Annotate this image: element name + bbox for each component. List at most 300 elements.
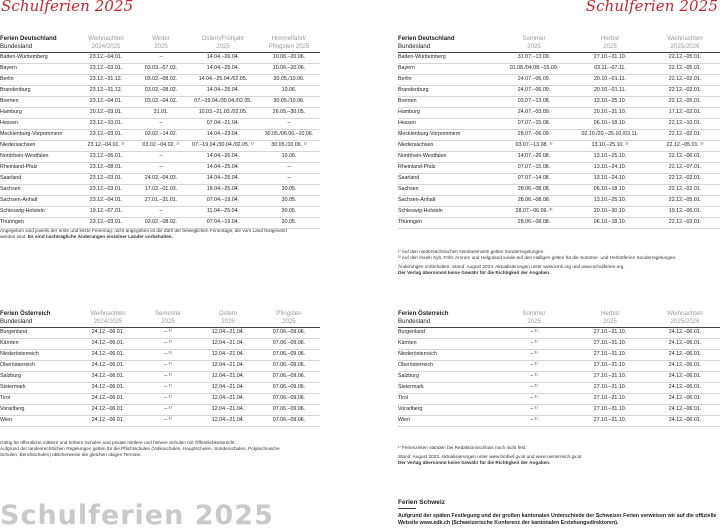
date-cell: 23.12.–04.01. xyxy=(89,98,123,104)
date-cell: 14.04.–23.04. xyxy=(206,131,240,137)
date-cell: 19.12.–07.01. xyxy=(89,208,123,214)
date-cell: – ¹⁾ xyxy=(164,340,172,346)
date-cell: – xyxy=(159,153,163,159)
column-header xyxy=(570,310,650,326)
date-cell: 20.10.–01.11. xyxy=(593,76,626,82)
table-row xyxy=(398,218,720,229)
austria-table-1 xyxy=(0,310,320,427)
region-name: Tirol xyxy=(398,395,409,401)
table-row xyxy=(398,416,720,427)
date-cell: 20.10.–01.11. xyxy=(593,87,626,93)
date-cell: 27.10.–31.10. xyxy=(593,329,627,335)
date-cell: 20.12.–03.01. xyxy=(89,109,123,115)
date-cell: 22.12.–02.01. xyxy=(668,87,702,93)
table-row xyxy=(398,196,720,207)
date-cell: 03.07.–13.08. ¹⁾ xyxy=(515,142,553,148)
date-cell: 17.12.–02.01. xyxy=(668,109,702,115)
date-cell: 28.07.–06.09. ²⁾ xyxy=(515,208,553,214)
date-cell: 22.12.–02.01. xyxy=(668,76,702,82)
column-header-line1: Herbst xyxy=(601,310,619,317)
table-row xyxy=(0,416,320,427)
column-header-line1: Winter xyxy=(152,35,170,42)
date-cell: 28.06.–08.08. xyxy=(517,197,551,203)
date-cell: 14.07.–26.08. xyxy=(517,153,551,159)
table-row xyxy=(398,53,720,64)
date-cell: 24.12.–06.01. xyxy=(668,329,702,335)
date-cell: – ¹⁾ xyxy=(530,340,538,346)
date-cell: 06.10.–18.10. xyxy=(593,120,627,126)
region-name: Niederösterreich xyxy=(0,351,39,357)
date-cell: 12.04.–21.04. xyxy=(211,373,245,379)
table-row xyxy=(0,174,320,185)
table-row xyxy=(0,350,320,361)
column-header-line1: Sommer xyxy=(522,310,546,317)
region-name: Berlin xyxy=(0,76,14,82)
date-cell: 22.12.–03.01. xyxy=(668,219,702,225)
date-cell: 24.12.–06.01. xyxy=(91,329,125,335)
region-name: Saarland xyxy=(0,175,22,181)
date-cell: 27.10.–31.10. xyxy=(593,340,627,346)
date-cell: 24.12.–06.01. xyxy=(668,373,702,379)
date-cell: 07.06.–09.06. xyxy=(272,340,306,346)
date-cell: 03.02.–08.02. xyxy=(144,87,178,93)
date-cell: 24.12.–06.01. xyxy=(668,417,702,423)
date-cell: 27.10.–31.10. xyxy=(593,373,627,379)
date-cell: 07.04.–19.04. xyxy=(206,197,240,203)
region-name: Vorarlberg xyxy=(398,406,423,412)
table-row xyxy=(0,64,320,75)
date-cell: 24.12.–06.01. xyxy=(668,406,702,412)
column-header-line2: 2025 xyxy=(603,318,617,325)
table-row xyxy=(0,339,320,350)
date-cell: 27.10.–31.10. xyxy=(593,54,627,60)
region-name: Salzburg xyxy=(0,373,21,379)
column-header xyxy=(650,310,720,326)
switzerland-title: Ferien Schweiz xyxy=(398,499,445,506)
column-header-line1: Ferien Deutschland xyxy=(398,35,455,42)
date-cell: – ¹⁾ xyxy=(164,417,172,423)
date-cell: – ¹⁾ xyxy=(530,329,538,335)
column-header xyxy=(398,310,498,326)
page-title-left: Schulferien 2025 xyxy=(1,0,134,15)
footnote-line: ¹⁾ Auf den niedersächsischen Nordseeinseln gelten Sonderregelungen. xyxy=(398,249,545,254)
column-header xyxy=(78,310,138,326)
table-row xyxy=(398,394,720,405)
region-name: Wien xyxy=(0,417,13,423)
region-name: Oberösterreich xyxy=(0,362,36,368)
column-header xyxy=(650,35,720,51)
column-header-line1: Ferien Österreich xyxy=(398,310,449,317)
table-row xyxy=(398,119,720,130)
region-name: Hessen xyxy=(398,120,416,126)
date-cell: 27.10.–31.10. xyxy=(593,362,627,368)
column-header xyxy=(498,310,570,326)
date-cell: 24.12.–06.01. xyxy=(91,417,125,423)
date-cell: 22.12.–05.01. xyxy=(668,65,702,71)
table-row xyxy=(398,64,720,75)
date-cell: – xyxy=(287,164,291,170)
column-header-line1: Weihnachten xyxy=(667,35,703,42)
column-header-line2: 2024/2025 xyxy=(93,318,123,325)
date-cell: 24.12.–06.01. xyxy=(91,395,125,401)
austria-footnote-2 xyxy=(398,445,720,466)
date-cell: 13.10.–25.10. xyxy=(593,153,627,159)
region-name: Wien xyxy=(398,417,411,423)
date-cell: 24.12.–06.01. xyxy=(91,406,125,412)
date-cell: 07.04.–21.04. xyxy=(206,120,240,126)
date-cell: 24.12.–06.01. xyxy=(668,362,702,368)
region-name: Niedersachsen xyxy=(398,142,434,148)
date-cell: – xyxy=(159,120,163,126)
region-name: Tirol xyxy=(0,395,11,401)
column-header-line1: Weihnachten xyxy=(88,35,124,42)
date-cell: 18.04.–25.04. xyxy=(206,186,240,192)
column-header xyxy=(570,35,650,51)
date-cell: 03.02.–08.02. xyxy=(144,219,178,225)
table-row xyxy=(398,86,720,97)
date-cell: 07.–19.04./30.04./02.05. ¹⁾ xyxy=(192,142,254,148)
date-cell: 22.12.–02.01. xyxy=(668,186,702,192)
table-row xyxy=(398,174,720,185)
date-cell: 23.12.–04.01. xyxy=(89,197,123,203)
date-cell: 12.04.–21.04. xyxy=(211,362,245,368)
date-cell: 30.05./06.06.–10.06. xyxy=(264,131,314,137)
date-cell: 12.04.–21.04. xyxy=(211,384,245,390)
table-header xyxy=(0,310,320,328)
region-name: Schleswig-Holstein xyxy=(398,208,443,214)
date-cell: 28.06.–08.08. xyxy=(517,186,551,192)
region-name: Niederösterreich xyxy=(398,351,437,357)
region-name: Sachsen xyxy=(0,186,21,192)
footnote-line: ²⁾ Auf den Inseln Sylt, Föhr, Amrum und Helgoland sowie auf den Halligen gelten für die Sommer- und Herbstferien Sonderregelungen. xyxy=(398,255,677,261)
date-cell: 02.10./20.–25.10./03.11. xyxy=(581,131,639,137)
date-cell: 20.10.–30.10. xyxy=(593,208,627,214)
table-row xyxy=(398,163,720,174)
table-row xyxy=(0,53,320,64)
date-cell: 06.10.–18.10. xyxy=(593,219,627,225)
column-header-line1: Ostern/Frühjahr xyxy=(201,35,245,42)
date-cell: 07.06.–09.06. xyxy=(272,384,306,390)
date-cell: 24.07.–03.09. xyxy=(517,109,551,115)
date-cell: 23.12.–31.12. xyxy=(89,87,123,93)
region-name: Bremen xyxy=(398,98,417,104)
date-cell: 23.12.–03.01. xyxy=(89,186,123,192)
region-name: Bremen xyxy=(0,98,19,104)
region-name: Saarland xyxy=(398,175,420,181)
date-cell: – ¹⁾ xyxy=(530,395,538,401)
germany-footnote-2 xyxy=(398,249,720,276)
date-cell: 27.10.–31.10. xyxy=(593,417,627,423)
date-cell: 22.12.–02.01. xyxy=(668,131,702,137)
date-cell: 24.12.–06.01. xyxy=(91,384,125,390)
date-cell: 27.10.–31.10. xyxy=(593,395,627,401)
column-header-line2: 2025 xyxy=(216,43,230,50)
date-cell: 07.06.–09.06. xyxy=(272,362,306,368)
column-header-line1: Herbst xyxy=(601,35,619,42)
table-row xyxy=(398,328,720,339)
column-header xyxy=(198,310,258,326)
footnote-bold: Es sind nachträgliche Änderungen einzelner Länder vorbehalten. xyxy=(27,234,173,240)
date-cell: 14.04.–25.04. xyxy=(206,164,240,170)
date-cell: 07.06.–09.06. xyxy=(272,406,306,412)
date-cell: 03.11.–07.11. xyxy=(594,65,626,71)
date-cell: 13.10.–25.10. xyxy=(593,98,627,104)
date-cell: 13.10.–25.10. xyxy=(593,197,627,203)
date-cell: 24.12.–06.01. xyxy=(668,384,702,390)
column-header xyxy=(188,35,258,51)
table-row xyxy=(398,185,720,196)
table-row xyxy=(398,339,720,350)
region-name: Bayern xyxy=(398,65,415,71)
column-header-line1: Ferien Österreich xyxy=(0,310,51,317)
date-cell: 11.04.–25.04. xyxy=(206,208,239,214)
date-cell: 30.05./10.06. xyxy=(273,76,305,82)
date-cell: – ¹⁾ xyxy=(530,362,538,368)
footnote-bold: Der Verlag übernimmt keine Gewähr für die Richtigkeit der Angaben. xyxy=(398,460,551,466)
date-cell: 22.12.–07.01. xyxy=(668,164,702,170)
table-header xyxy=(0,35,320,53)
column-header-line2: Bundesland xyxy=(398,318,431,325)
column-header xyxy=(258,310,320,326)
table-row xyxy=(0,152,320,163)
region-name: Brandenburg xyxy=(398,87,429,93)
column-header-line1: Weihnachten xyxy=(667,310,703,317)
column-header-line1: Pfingsten xyxy=(276,310,302,317)
region-name: Thüringen xyxy=(0,219,24,225)
date-cell: 23.12.–04.01. ¹⁾ xyxy=(87,142,125,148)
date-cell: 06.10.–18.10. xyxy=(593,186,627,192)
region-name: Bayern xyxy=(0,65,17,71)
table-row xyxy=(0,141,320,152)
date-cell: – ¹⁾ xyxy=(530,406,538,412)
table-row xyxy=(0,196,320,207)
date-cell: 07.06.–09.06. xyxy=(272,329,306,335)
table-row xyxy=(0,361,320,372)
date-cell: – xyxy=(159,54,163,60)
date-cell: – ¹⁾ xyxy=(164,362,172,368)
date-cell: 19.12.–06.01. xyxy=(668,208,702,214)
date-cell: – xyxy=(159,208,163,214)
date-cell: 22.12.–05.01. xyxy=(668,197,702,203)
date-cell: 24.12.–06.01. xyxy=(91,351,125,357)
region-name: Nordrhein-Westfalen xyxy=(398,153,447,159)
date-cell: 31.01. xyxy=(153,109,169,115)
date-cell: 07.06.–09.06. xyxy=(272,373,306,379)
date-cell: 26.05.–30.05. xyxy=(272,109,306,115)
table-row xyxy=(398,207,720,218)
page-title-right: Schulferien 2025 xyxy=(585,0,718,15)
date-cell: 14.04.–25.04. xyxy=(206,65,240,71)
date-cell: 14.04.–25.04. xyxy=(206,87,240,93)
column-header-line2: 2025 xyxy=(221,318,235,325)
date-cell: 03.02.–04.02. ¹⁾ xyxy=(142,142,180,148)
date-cell: 13.10.–24.10. xyxy=(593,164,627,170)
region-name: Schleswig-Holstein xyxy=(0,208,45,214)
date-cell: – ¹⁾ xyxy=(164,373,172,379)
column-header-line2: Bundesland xyxy=(398,43,431,50)
column-header-line2: 2025/2026 xyxy=(670,318,700,325)
date-cell: – ¹⁾ xyxy=(164,351,172,357)
column-header-line2: Bundesland xyxy=(0,318,33,325)
germany-footnote-1 xyxy=(0,228,330,240)
date-cell: 10.06. xyxy=(281,87,297,93)
date-cell: 07.06.–09.06. xyxy=(272,395,306,401)
date-cell: 22.12.–10.01. xyxy=(668,120,702,126)
table-row xyxy=(0,185,320,196)
footnote-text: werden sind. xyxy=(0,234,28,240)
date-cell: – ¹⁾ xyxy=(164,406,172,412)
date-cell: 23.12.–03.01. xyxy=(89,175,123,181)
date-cell: – xyxy=(287,120,291,126)
date-cell: 24.12.–06.01. xyxy=(668,340,702,346)
table-row xyxy=(0,207,320,218)
region-name: Brandenburg xyxy=(0,87,31,93)
date-cell: 23.12.–10.01. xyxy=(89,120,123,126)
date-cell: 22.12.–05.01. xyxy=(668,54,702,60)
date-cell: 27.10.–31.10. xyxy=(593,351,627,357)
date-cell: 07.06.–09.06. xyxy=(272,351,306,357)
big-title: Schulferien 2025 xyxy=(0,500,274,531)
table-row xyxy=(398,152,720,163)
footnote-line: Gültig für öffentliche mittlere und höhere Schulen und private mittlere und höhere Schulen mit Öffentlichkeitsrecht. xyxy=(0,440,236,445)
austria-table-2 xyxy=(398,310,720,427)
date-cell: 27.10.–31.10. xyxy=(593,406,627,412)
table-row xyxy=(398,383,720,394)
date-cell: – xyxy=(159,164,163,170)
date-cell: 12.04.–21.04. xyxy=(211,395,245,401)
date-cell: 13.10.–25.10. ¹⁾ xyxy=(591,142,629,148)
table-row xyxy=(0,108,320,119)
table-row xyxy=(0,97,320,108)
date-cell: 12.04.–21.04. xyxy=(211,417,245,423)
date-cell: 23.12.–31.12. xyxy=(89,76,123,82)
region-name: Baden-Württemberg xyxy=(0,54,48,60)
date-cell: – ¹⁾ xyxy=(164,395,172,401)
column-header xyxy=(498,35,570,51)
table-row xyxy=(0,163,320,174)
table-row xyxy=(398,405,720,416)
date-cell: – ¹⁾ xyxy=(530,373,538,379)
date-cell: 24.07.–06.09. xyxy=(517,76,551,82)
column-header-line2: 2025 xyxy=(282,318,296,325)
table-row xyxy=(0,394,320,405)
date-cell: 03.02.–14.02. xyxy=(144,131,178,137)
table-row xyxy=(0,328,320,339)
table-row xyxy=(398,372,720,383)
date-cell: – ¹⁾ xyxy=(530,417,538,423)
date-cell: 30.05./10.06. xyxy=(273,98,305,104)
date-cell: 24.12.–06.01. xyxy=(91,362,125,368)
region-name: Burgenland xyxy=(398,329,426,335)
date-cell: 12.04.–21.04. xyxy=(211,329,245,335)
date-cell: 23.12.–03.01. xyxy=(89,131,123,137)
date-cell: – ¹⁾ xyxy=(530,351,538,357)
footnote-line xyxy=(0,234,330,240)
date-cell: 24.02.–04.03. xyxy=(144,175,178,181)
date-cell: 30.05. xyxy=(281,197,297,203)
table-row xyxy=(0,119,320,130)
region-name: Sachsen-Anhalt xyxy=(398,197,436,203)
region-name: Sachsen-Anhalt xyxy=(0,197,38,203)
region-name: Steiermark xyxy=(0,384,26,390)
date-cell: 07.–19.04./30.04./02.05. xyxy=(194,98,252,104)
footnote-line: Angegeben sind jeweils der erste und letzte Ferientag; nicht angegeben ist die Zahl der beweglichen Ferientage, die vom Land festgesetzt xyxy=(0,228,287,233)
column-header xyxy=(78,35,134,51)
column-header xyxy=(138,310,198,326)
date-cell: 01.08./04.08.–15.09. xyxy=(509,65,559,71)
date-cell: 03.02.–08.02. xyxy=(144,76,178,82)
date-cell: 03.02.–04.02. xyxy=(144,98,178,104)
region-name: Niedersachsen xyxy=(0,142,36,148)
date-cell: 31.07.–13.09. xyxy=(517,54,551,60)
date-cell: 14.04.–26.04. xyxy=(206,54,240,60)
column-header-line2: 2024/2025 xyxy=(91,43,121,50)
column-header-line2: Pfingsten 2025 xyxy=(268,43,310,50)
date-cell: 30.05./10.06. ¹⁾ xyxy=(271,142,307,148)
column-header xyxy=(0,310,78,326)
table-row xyxy=(398,130,720,141)
column-header xyxy=(258,35,320,51)
date-cell: 07.04.–19.04. xyxy=(206,219,240,225)
table-row xyxy=(0,383,320,394)
date-cell: 03.07.–13.08. xyxy=(517,98,551,104)
date-cell: 24.12.–06.01. xyxy=(91,373,125,379)
date-cell: 07.07.–14.08. xyxy=(517,175,551,181)
date-cell: 28.07.–06.09. xyxy=(517,131,551,137)
date-cell: 14.04.–25.04./02.05. xyxy=(198,76,248,82)
date-cell: 30.05. xyxy=(281,208,297,214)
region-name: Mecklenburg-Vorpommern xyxy=(0,131,63,137)
date-cell: 10.06.–20.06. xyxy=(272,65,306,71)
date-cell: 17.02.–01.03. xyxy=(144,186,178,192)
austria-footnote-1 xyxy=(0,440,330,458)
date-cell: 14.04.–26.04. xyxy=(206,153,240,159)
date-cell: 07.07.–15.08. xyxy=(517,164,551,170)
date-cell: 24.12.–06.01. xyxy=(668,351,702,357)
column-header xyxy=(134,35,188,51)
date-cell: 22.12.–06.01. xyxy=(668,153,702,159)
table-header xyxy=(398,35,720,53)
region-name: Hamburg xyxy=(0,109,22,115)
date-cell: 24.07.–06.09. xyxy=(517,87,551,93)
column-header-line2: 2025 xyxy=(154,43,168,50)
date-cell: 14.04.–25.04. xyxy=(206,175,240,181)
date-cell: 22.12.–05.01. ¹⁾ xyxy=(666,142,704,148)
column-header xyxy=(398,35,498,51)
table-header xyxy=(398,310,720,328)
date-cell: 10.03.–21.03./02.05. xyxy=(198,109,248,115)
date-cell: 23.12.–04.01. xyxy=(89,54,123,60)
date-cell: 24.12.–06.01. xyxy=(91,340,125,346)
date-cell: 24.12.–06.01. xyxy=(668,395,702,401)
region-name: Steiermark xyxy=(398,384,424,390)
date-cell: 07.07.–15.08. xyxy=(517,120,551,126)
region-name: Baden-Württemberg xyxy=(398,54,446,60)
region-name: Sachsen xyxy=(398,186,419,192)
table-row xyxy=(398,350,720,361)
table-row xyxy=(398,141,720,152)
column-header-line1: Sommer xyxy=(522,35,546,42)
column-header-line2: Bundesland xyxy=(0,43,33,50)
date-cell: 23.12.–03.01. xyxy=(89,219,123,225)
date-cell: 22.12.–05.01. xyxy=(668,98,702,104)
region-name: Rheinland-Pfalz xyxy=(0,164,38,170)
table-row xyxy=(0,405,320,416)
date-cell: 23.12.–08.01. xyxy=(89,164,123,170)
footnote-line: Änderungen vorbehalten. Stand: August 2023. Aktualisierungen unter www.kmk.org und www.schulferien.org. xyxy=(398,264,625,270)
date-cell: 12.04.–21.04. xyxy=(211,351,245,357)
date-cell: – xyxy=(287,175,291,181)
